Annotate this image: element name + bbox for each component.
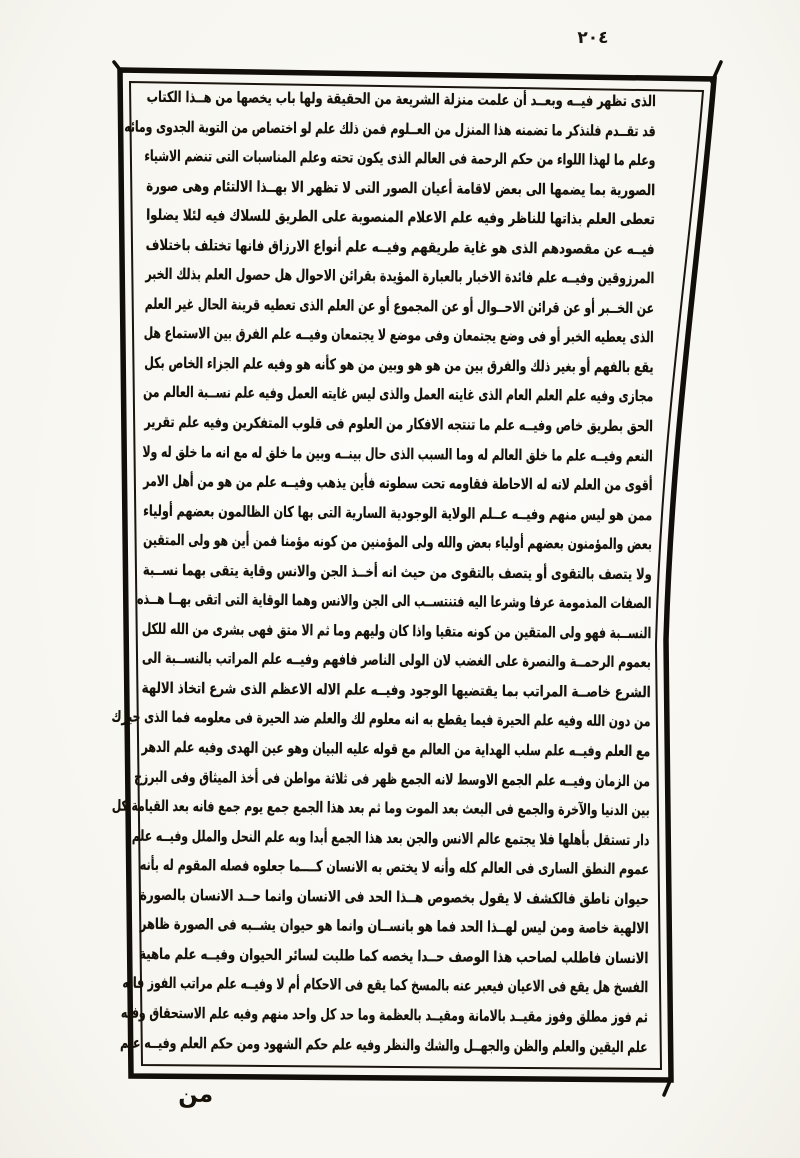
text-line: دار تستقل بأهلها فلا يجتمع عالم الانس والجن بعد هذا الجمع أبدا وبه علم النحل والملل وفيــه علم	[131, 826, 650, 849]
text-line: الفسخ هل يقع فى الاعيان فيعبر عنه بالمسخ كما يقع فى الاحكام أم لا وفيــه علم مراتب الفوز فانه	[122, 974, 649, 997]
text-line: أقوى من العلم لانه له الاحاطة فقاومه تحت سطوته فأين يذهب وفيــه علم من هو من أهل الامر	[143, 471, 653, 495]
text-line: الانسان فاطلب لصاحب هذا الوصف حــدا يخصه كما طلبت لسائر الحيوان وفيــه علم ماهية	[139, 944, 649, 968]
text-line: بعض والمؤمنون بعضهم أولياء بعض والله ولى المؤمنين من كونه مؤمنا فمن أين هو ولى المتقين	[143, 530, 653, 554]
text-line: النعم وفيــه علم ما خلق العالم له وما السبب الذى حال بينــه وبين ما خلق له مع انه ما خلق له ولا	[142, 442, 653, 465]
text-line: الذى تظهر فيــه وبعــد أن علمت منزلة الشريعة من الحقيقة ولها باب يخصها من هــذا الكتاب	[146, 87, 656, 111]
frame-corner-spur-bottom-right	[664, 1081, 670, 1095]
text-line: حيوان ناطق فالكشف لا يقول بخصوص هــذا الحد فى الانسان وانما حــد الانسان بالصورة	[139, 885, 649, 908]
text-line: تعطى العلم بذاتها للناظر وفيه علم الاعلام المنصوبة على الطريق للسلاك فيه لئلا يضلوا	[146, 205, 655, 229]
text-line: مجازى وفيه علم العلم العام الذى غايته العمل والذى ليس غايته العمل وفيه علم نســبة العالم من	[143, 383, 654, 406]
text-line: بين الدنيا والآخرة والجمع فى البعث بعد الموت وما ثم بعد هذا الجمع جمع يوم جمع فانه بعد القيامة كل	[111, 796, 650, 820]
text-line: فيــه عن مقصودهم الذى هو غاية طريقهم وفيــه علم أنواع الارزاق فانها تختلف باختلاف	[145, 235, 655, 258]
text-block	[111, 83, 656, 1062]
text-line: من دون الله وفيه علم الحيرة فيما يقطع به انه معلوم لك والعلم ضد الحيرة فى معلومه فما الذى حيرك	[111, 707, 651, 731]
text-line: المرزوقين وفيــه علم فائدة الاخبار بالعبارة المؤيدة بقرائن الاحوال هل حصول العلم بذلك الخبر	[145, 265, 655, 288]
text-line: ثم فوز مطلق وفوز مقيــد بالامانة ومقيــد بالعظمة وما حد كل واحد منهم وفيه علم الاستحقاق وفيه	[120, 1003, 648, 1027]
page-number: ٢٠٤	[577, 28, 609, 48]
text-line: الذى يعطيه الخبر أو فى وضع يجتمعان وفى موضع لا يجتمعان وفيــه علم الفرق بين الاستماع هل	[143, 324, 654, 347]
catchword: من	[177, 1081, 214, 1109]
text-line: عن الخــبر أو عن قرائن الاحــوال أو عن المجموع أو عن العلم الذى تعطيه قرينة الحال غير العلم	[144, 294, 655, 318]
text-line: الالهية خاصة ومن ليس لهــذا الحد فما هو بانســان وانما هو حيوان يشــبه فى الصورة ظاهر	[139, 915, 649, 938]
text-line: ولا يتصف بالتقوى أو يتصف بالتقوى من حيث انه أخــذ الجن والانس وقاية يتقى بهما نســبة	[142, 560, 652, 583]
text-line: الحق بطريق خاص وفيــه علم ما تنتجه الافكار من العلوم فى قلوب المتفكرين وفيه علم تقرير	[144, 412, 654, 436]
text-line: ممن هو ليس منهم وفيــه عــلم الولاية الوجودية السارية التى بها كان الظالمون بعضهم أولياء	[143, 501, 653, 524]
text-line: عموم النطق السارى فى العالم كله وأنه لا يختص به الانسان كــــما جعلوه فصله المقوم له بأنه	[139, 855, 650, 879]
text-line: علم اليقين والعلم والظن والجهــل والشك والنظر وفيه علم حكم الشهود ومن حكم العلم وفيــه علم	[120, 1033, 648, 1056]
text-line: يقع بالفهم أو بغير ذلك والفرق بين من هو هو وبين من هو كأنه هو وفيه علم الجزاء الخاص بكل	[144, 353, 654, 377]
text-line: مع العلم وفيــه علم سلب الهداية من العالم مع قوله عليه البيان وهو عين الهدى وفيه علم الدهر	[141, 737, 651, 761]
text-line: بعموم الرحمــة والنصرة على الغضب لان الولى الناصر فافهم وفيــه علم المراتب بالنســبة الى	[141, 649, 652, 672]
text-line: وعلم ما لهذا اللواء من حكم الرحمة فى العالم الذى يكون تحته وعلم المناسبات التى تنضم الاشياء	[144, 146, 656, 170]
text-line: من الزمان وفيــه علم الجمع الاوسط لانه الجمع ظهر فى ثلاثة مواطن فى أخذ الميثاق وفى البرزخ	[134, 767, 651, 790]
text-line: الصورية بما يضمها الى بعض لاقامة أعيان الصور التى لا تظهر الا بهــذا الالتئام وهى صورة	[146, 176, 656, 199]
text-line: الصفات المذمومة عرفا وشرعا اليه فتنتســب الى الجن والانس وهما الوقاية التى اتقى بهــا هــذه	[137, 590, 652, 613]
text-line: النســبة فهو ولى المتقين من كونه متقيا واذا كان وليهم وما ثم الا متق فهى بشرى من الله للكل	[141, 619, 652, 643]
text-line: الشرع خاصــة المراتب بما يقتضيها الوجود وفيــه علم الاله الاعظم الذى شرع اتخاذ الالهة	[141, 678, 651, 702]
text-line: قد تقــدم فلنذكر ما تضمنه هذا المنزل من العــلوم فمن ذلك علم لو اختصاص من التوبة الجدوى ومائه	[124, 117, 656, 140]
